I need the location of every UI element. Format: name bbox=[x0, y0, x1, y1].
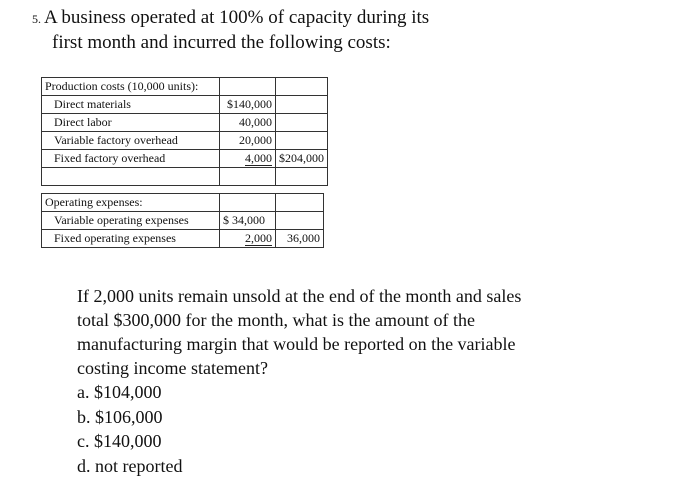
operating-expenses-table bbox=[41, 193, 324, 248]
table-row bbox=[42, 168, 328, 186]
question-header bbox=[32, 6, 552, 54]
question-body bbox=[77, 284, 637, 380]
choice-d bbox=[77, 454, 182, 479]
table-row bbox=[42, 230, 324, 248]
table-row bbox=[42, 132, 328, 150]
spacer-cell bbox=[42, 168, 220, 186]
question-body-line: If 2,000 units remain unsold at the end of the month and sales bbox=[77, 286, 522, 306]
question-body-line: total $300,000 for the month, what is the amount of the bbox=[77, 310, 475, 330]
total-cell bbox=[276, 114, 328, 132]
total-cell bbox=[276, 96, 328, 114]
choice-text: $104,000 bbox=[94, 382, 162, 402]
spacer-cell bbox=[220, 168, 276, 186]
production-costs-header: Production costs (10,000 units): bbox=[42, 78, 220, 96]
production-costs-table bbox=[41, 77, 328, 186]
choice-letter: b. bbox=[77, 406, 91, 427]
row-label: Direct labor bbox=[42, 114, 220, 132]
choice-text: not reported bbox=[95, 455, 183, 476]
question-body-line: costing income statement? bbox=[77, 358, 268, 378]
table-row bbox=[42, 150, 328, 168]
question-header-line1: A business operated at 100% of capacity during its bbox=[44, 7, 430, 28]
table-row bbox=[42, 194, 324, 212]
question-header-line2: first month and incurred the following costs: bbox=[52, 32, 391, 53]
amount-cell bbox=[220, 78, 276, 96]
amount-value: 4,000 bbox=[245, 151, 272, 165]
total-cell bbox=[276, 78, 328, 96]
row-label: Variable factory overhead bbox=[42, 132, 220, 150]
question-number: 5. bbox=[32, 12, 41, 26]
amount-cell bbox=[220, 230, 276, 248]
amount-cell: 20,000 bbox=[220, 132, 276, 150]
answer-choices bbox=[77, 380, 182, 478]
row-label: Fixed operating expenses bbox=[42, 230, 220, 248]
amount-cell bbox=[220, 150, 276, 168]
operating-expenses-header: Operating expenses: bbox=[42, 194, 220, 212]
choice-letter: d. bbox=[77, 455, 91, 476]
table-row bbox=[42, 114, 328, 132]
spacer-cell bbox=[276, 168, 328, 186]
total-cell bbox=[276, 194, 324, 212]
amount-cell: $140,000 bbox=[220, 96, 276, 114]
choice-text: $106,000 bbox=[95, 406, 163, 427]
table-row bbox=[42, 78, 328, 96]
choice-c bbox=[77, 429, 182, 454]
choice-a bbox=[77, 380, 182, 405]
row-label: Variable operating expenses bbox=[42, 212, 220, 230]
amount-cell: $ 34,000 bbox=[220, 212, 276, 230]
table-row bbox=[42, 212, 324, 230]
choice-text: $140,000 bbox=[94, 431, 162, 451]
choice-letter: a. bbox=[77, 382, 90, 402]
amount-cell: 40,000 bbox=[220, 114, 276, 132]
row-label: Direct materials bbox=[42, 96, 220, 114]
choice-b bbox=[77, 405, 182, 430]
row-label: Fixed factory overhead bbox=[42, 150, 220, 168]
total-cell bbox=[276, 132, 328, 150]
total-cell bbox=[276, 212, 324, 230]
question-body-line: manufacturing margin that would be reported on the variable bbox=[77, 334, 516, 354]
total-cell: $204,000 bbox=[276, 150, 328, 168]
total-cell: 36,000 bbox=[276, 230, 324, 248]
table-row bbox=[42, 96, 328, 114]
amount-value: 2,000 bbox=[245, 231, 272, 245]
choice-letter: c. bbox=[77, 431, 90, 451]
amount-cell bbox=[220, 194, 276, 212]
